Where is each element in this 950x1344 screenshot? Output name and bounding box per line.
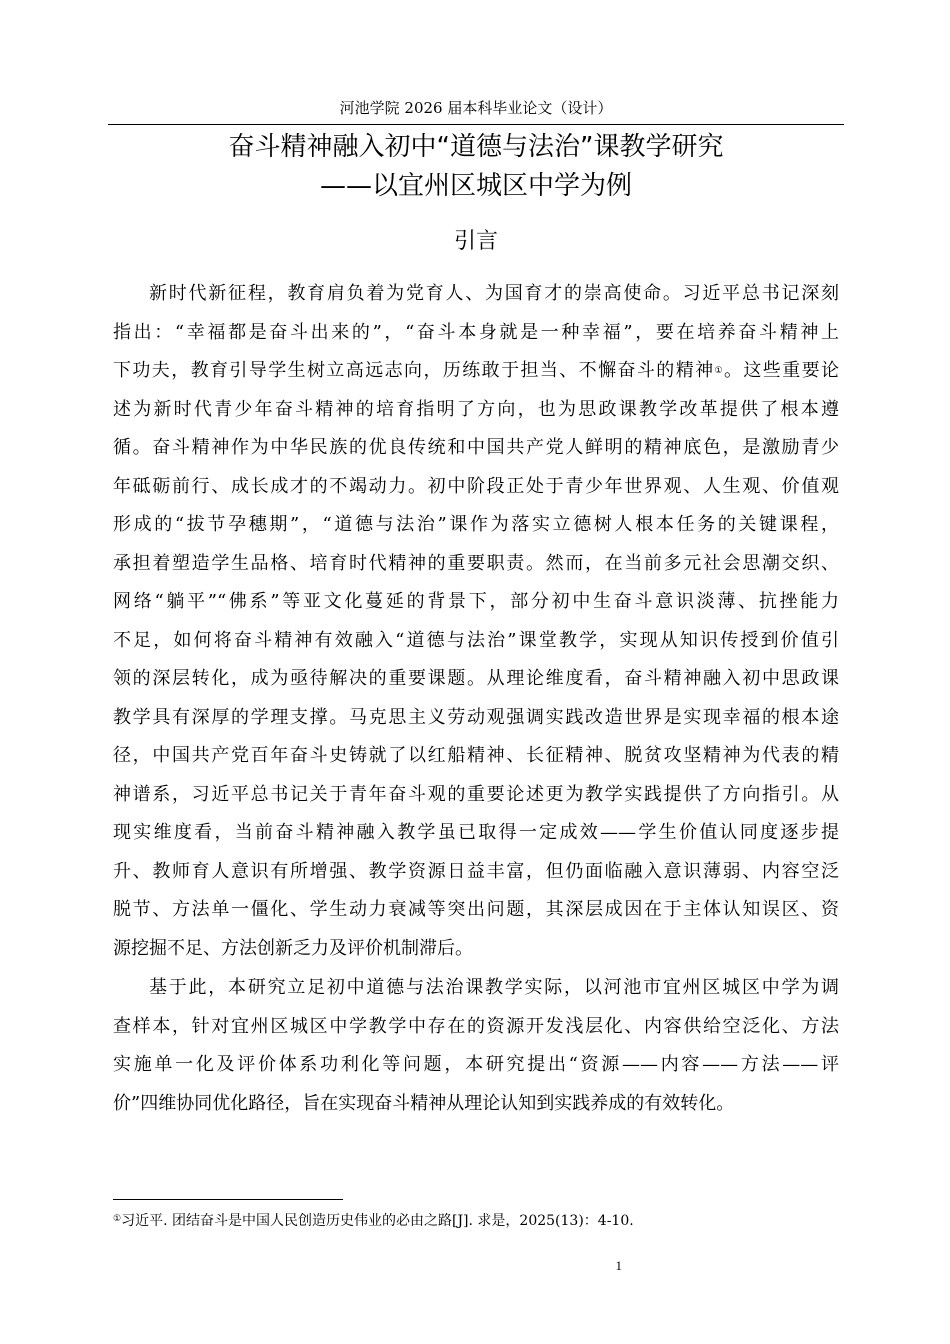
text-line: 年砥砺前行、成长成才的不竭动力。初中阶段正处于青少年世界观、人生观、价值观 (113, 475, 839, 497)
page-number: 1 (615, 1258, 622, 1273)
text-line: 不足，如何将奋斗精神有效融入“道德与法治”课堂教学，实现从知识传授到价值引 (113, 629, 839, 651)
text-line: 价”四维协同优化路径，旨在实现奋斗精神从理论认知到实践养成的有效转化。 (113, 1092, 735, 1114)
page-header: 河池学院 2026 届本科毕业论文（设计） (339, 99, 613, 117)
footnote-mark: ① (113, 1214, 122, 1224)
text-line: 现实维度看，当前奋斗精神融入教学虽已取得一定成效——学生价值认同度逐步提 (113, 822, 839, 843)
text-line: 承担着塑造学生品格、培育时代精神的重要职责。然而，在当前多元社会思潮交织、 (113, 552, 839, 574)
text-line (113, 352, 839, 391)
text-line: 领的深层转化，成为亟待解决的重要课题。从理论维度看，奋斗精神融入初中思政课 (113, 668, 839, 689)
text-line: 教学具有深厚的学理支撑。马克思主义劳动观强调实践改造世界是实现幸福的根本途 (113, 706, 839, 728)
header-divider (108, 124, 844, 125)
text-line: 新时代新征程，教育肩负着为党育人、为国育才的崇高使命。习近平总书记深刻 (149, 283, 839, 304)
thesis-title: 奋斗精神融入初中“道德与法治”课教学研究 (228, 132, 724, 162)
footnote-reference[interactable]: ① (714, 366, 724, 376)
text-line: 神谱系，习近平总书记关于青年奋斗观的重要论述更为教学实践提供了方向指引。从 (113, 783, 839, 805)
footnote-divider (113, 1199, 343, 1200)
text-line: 基于此，本研究立足初中道德与法治课教学实际，以河池市宜州区城区中学为调 (149, 977, 839, 998)
text-line: 源挖掘不足、方法创新乏力及评价机制滞后。 (113, 937, 473, 959)
text-line: 查样本，针对宜州区城区中学教学中存在的资源开发浅层化、内容供给空泛化、方法 (113, 1015, 839, 1037)
thesis-subtitle: ——以宜州区城区中学为例 (319, 171, 632, 201)
text-segment: 。这些重要论 (723, 360, 840, 381)
footnote (113, 1209, 839, 1233)
text-line: 升、教师育人意识有所增强、教学资源日益丰富，但仍面临融入意识薄弱、内容空泛 (113, 860, 839, 882)
text-line: 脱节、方法单一僵化、学生动力衰减等突出问题，其深层成因在于主体认知误区、资 (113, 899, 839, 920)
paragraph-1 (113, 275, 839, 968)
footnote-text: 习近平. 团结奋斗是中国人民创造历史伟业的必由之路[J]. 求是，2025(13)：4-10. (121, 1213, 634, 1229)
text-line: 实施单一化及评价体系功利化等问题，本研究提出“资源——内容——方法——评 (113, 1054, 839, 1075)
text-line: 循。奋斗精神作为中华民族的优良传统和中国共产党人鲜明的精神底色，是激励青少 (113, 437, 839, 458)
paragraph-2 (113, 969, 839, 1123)
body-text (113, 275, 839, 1123)
text-segment: 下功夫，教育引导学生树立高远志向，历练敢于担当、不懈奋斗的精神 (113, 360, 715, 381)
text-line: 网络“躺平”“佛系”等亚文化蔓延的背景下，部分初中生奋斗意识淡薄、抗挫能力 (113, 591, 839, 612)
text-line: 径，中国共产党百年奋斗史铸就了以红船精神、长征精神、脱贫攻坚精神为代表的精 (113, 745, 839, 766)
text-line: 指出：“幸福都是奋斗出来的”，“奋斗本身就是一种幸福”，要在培养奋斗精神上 (113, 321, 839, 343)
text-line: 形成的“拔节孕穗期”，“道德与法治”课作为落实立德树人根本任务的关键课程， (113, 514, 839, 535)
text-line: 述为新时代青少年奋斗精神的培育指明了方向，也为思政课教学改革提供了根本遵 (113, 398, 839, 420)
section-heading: 引言 (453, 229, 498, 254)
